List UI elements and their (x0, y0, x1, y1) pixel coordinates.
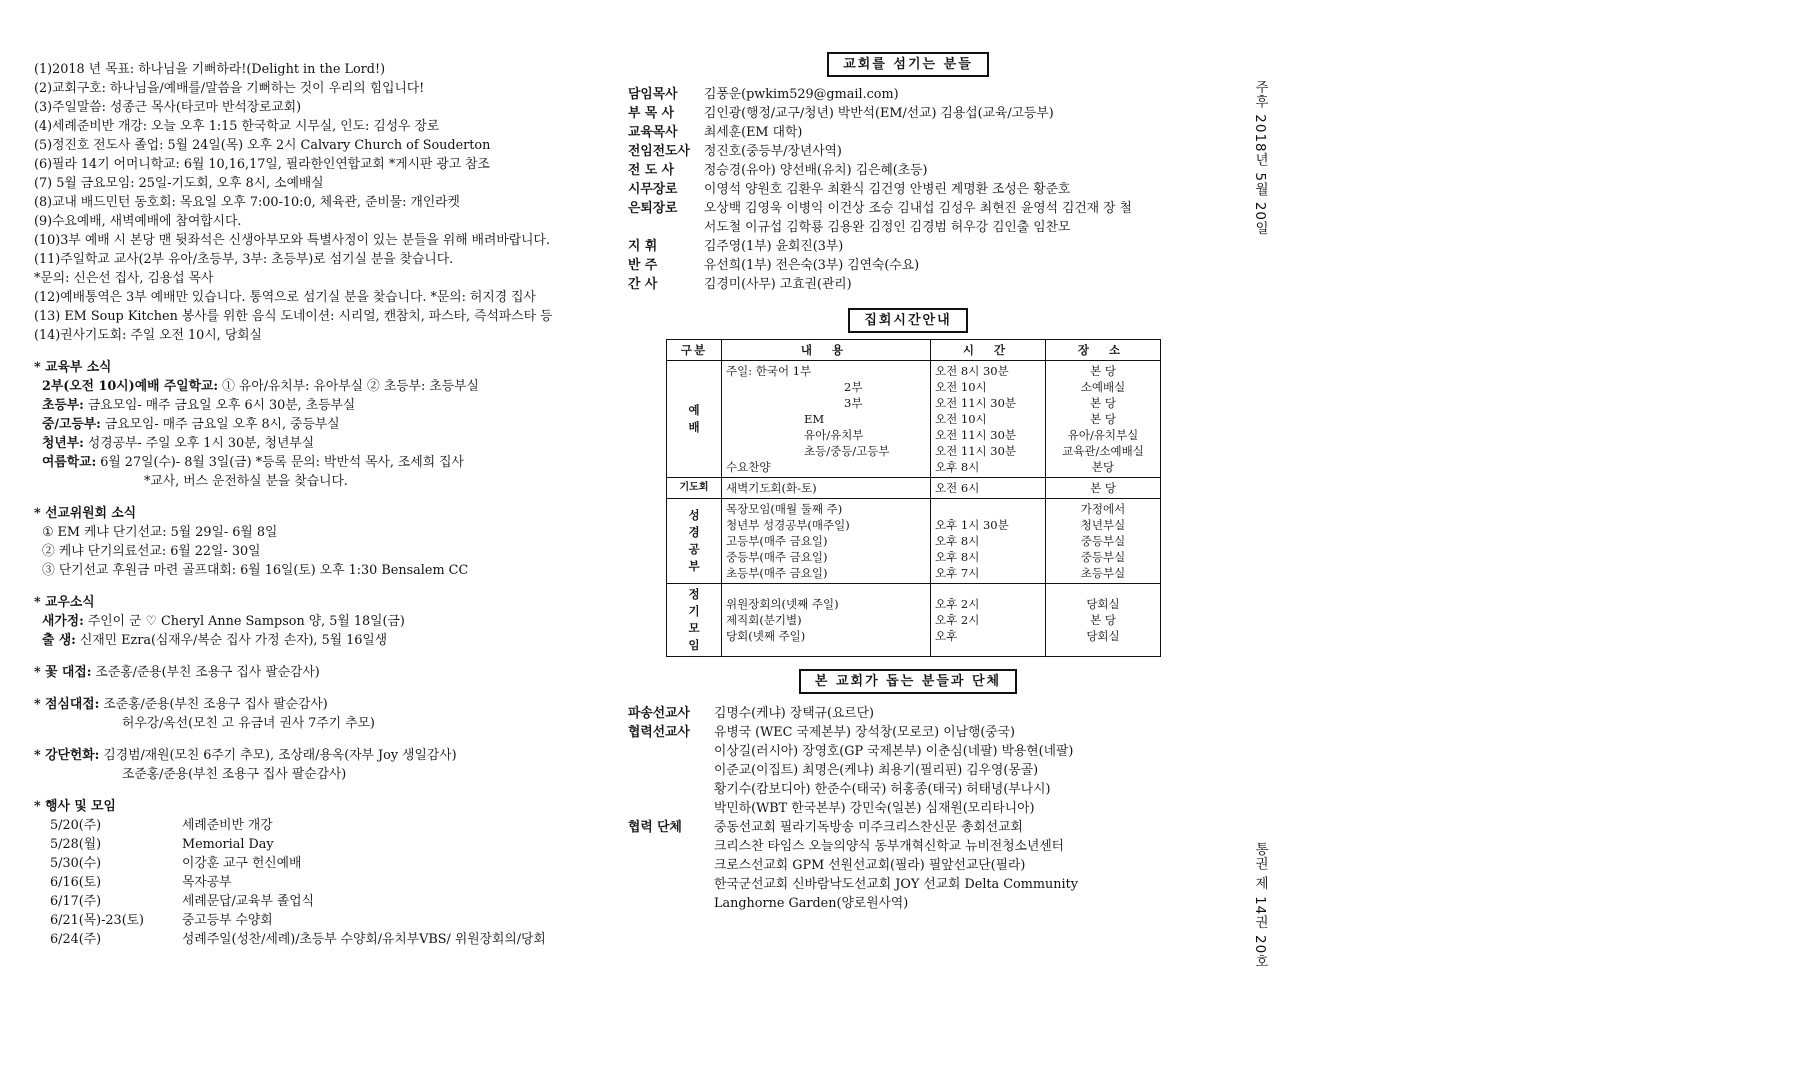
servants-title: 교회를 섬기는 분들 (827, 52, 989, 77)
schedule-table (666, 339, 1161, 657)
staff-row (628, 180, 1188, 199)
event-date: 5/30(수) (50, 856, 102, 871)
event-name: 성례주일(성찬/세례)/초등부 수양회/유치부VBS/ 위원장회의/당회 (182, 932, 546, 947)
schedule-header: 장 소 (1046, 340, 1161, 361)
schedule-content: 위원장회의(넷째 주일) (726, 597, 839, 611)
staff-names: 정진호(중등부/장년사역) (704, 144, 842, 159)
education-line (34, 396, 594, 415)
members-label: 출 생: (42, 633, 76, 648)
flowers-line (34, 663, 594, 682)
education-line (34, 453, 594, 472)
schedule-content: 제직회(분기별) (726, 613, 802, 627)
announcement-item: (8)교내 배드민턴 동호회: 목요일 오후 7:00-10:0, 체육관, 준비물: 개인라켓 (34, 195, 460, 210)
schedule-place: 유아/유치부실 (1067, 428, 1139, 442)
event-name: Memorial Day (182, 837, 274, 852)
staff-role: 담임목사 (628, 87, 678, 102)
schedule-content: 주일: 한국어 1부 (726, 364, 812, 378)
staff-row (628, 123, 1188, 142)
staff-role: 반 주 (628, 258, 658, 273)
announcement-item: (10)3부 예배 시 본당 맨 뒷좌석은 신생아부모와 특별사정이 있는 분들을 위해 배려바랍니다. (34, 233, 550, 248)
announcement-list (34, 60, 594, 345)
schedule-content: 2부 (844, 380, 863, 394)
schedule-place: 교육관/소예배실 (1062, 444, 1144, 458)
events-section (34, 797, 594, 949)
lunch-text: 허우강/옥선(모친 고 유금녀 권사 7주기 추모) (122, 716, 375, 731)
staff-row (628, 275, 1188, 294)
schedule-content: EM (804, 412, 825, 426)
announcement-item: (13) EM Soup Kitchen 봉사를 위한 음식 도네이션: 시리얼, 캔참치, 파스타, 즉석파스타 등 (34, 309, 553, 324)
staff-role: 시무장로 (628, 182, 678, 197)
education-label: 중/고등부: (42, 417, 101, 432)
announcement-item: (2)교회구호: 하나님을/예배를/말씀을 기뻐하는 것이 우리의 힘입니다! (34, 81, 425, 96)
schedule-group: 기도회 (667, 478, 722, 499)
education-text: 금요모임- 매주 금요일 오후 6시 30분, 초등부실 (83, 398, 356, 413)
event-date: 5/28(월) (50, 837, 102, 852)
altar-flowers-text: 조준홍/준용(부친 조용구 집사 팔순감사) (122, 767, 347, 782)
lunch-label: * 점심대접: (34, 697, 100, 712)
announcement-item: (7) 5월 금요모임: 25일-기도회, 오후 8시, 소예배실 (34, 176, 324, 191)
staff-names: 이영석 양원호 김환우 최환식 김건영 안병린 계명환 조성은 황준호 (704, 182, 1071, 197)
schedule-place: 본당 (1091, 460, 1115, 474)
event-name: 세례준비반 개강 (182, 818, 273, 833)
education-label: 2부(오전 10시)예배 주일학교: (42, 379, 219, 394)
event-row (34, 835, 594, 854)
schedule-time: 오후 1시 30분 (935, 518, 1009, 532)
mission-role: 협력 단체 (628, 820, 682, 835)
schedule-time: 오전 8시 30분 (935, 364, 1009, 378)
staff-role: 전 도 사 (628, 163, 674, 178)
schedule-content: 초등부(매주 금요일) (726, 566, 828, 580)
staff-names: 김풍운(pwkim529@gmail.com) (704, 87, 899, 102)
schedule-time: 오후 2시 (935, 613, 980, 627)
staff-row (628, 218, 1188, 237)
education-text: 성경공부- 주일 오후 1시 30분, 청년부실 (83, 436, 315, 451)
schedule-time: 오후 7시 (935, 566, 980, 580)
staff-row (628, 256, 1188, 275)
schedule-time: 오후 (935, 629, 958, 643)
event-row (34, 873, 594, 892)
bible-study-row (667, 499, 1161, 584)
mission-row (628, 894, 1188, 913)
schedule-time: 오후 8시 (935, 460, 980, 474)
schedule-header: 시 간 (931, 340, 1046, 361)
schedule-place: 당회실 (1086, 629, 1120, 643)
event-row (34, 930, 594, 949)
education-line (34, 415, 594, 434)
schedule-time: 오전 6시 (931, 478, 1046, 499)
missions-committee-section (34, 504, 594, 580)
staff-names: 유선희(1부) 전은숙(3부) 김연숙(수요) (704, 258, 920, 273)
schedule-place: 중등부실 (1080, 534, 1126, 548)
schedule-title: 집회시간안내 (848, 308, 967, 333)
event-name: 세례문답/교육부 졸업식 (182, 894, 314, 909)
mission-names: 한국군선교회 신바람낙도선교회 JOY 선교회 Delta Community (714, 877, 1078, 892)
staff-row (628, 142, 1188, 161)
members-text: 주인이 군 ♡ Cheryl Anne Sampson 양, 5월 18일(금) (83, 614, 405, 629)
mission-role (628, 742, 714, 761)
schedule-time: 오전 11시 30분 (935, 444, 1017, 458)
announcement-item: (1)2018 년 목표: 하나님을 기뻐하라!(Delight in the Lord!) (34, 62, 386, 77)
staff-role: 전임전도사 (628, 144, 690, 159)
schedule-content: 새벽기도회(화-토) (722, 478, 931, 499)
prayer-row (667, 478, 1161, 499)
education-label: 초등부: (42, 398, 84, 413)
schedule-group: 성경공부 (688, 508, 700, 573)
schedule-header: 구분 (667, 340, 722, 361)
altar-flowers-text: 김경범/재원(모친 6주기 추모), 조상래/용옥(자부 Joy 생일감사) (99, 748, 457, 763)
mission-row (628, 799, 1188, 818)
section-heading: * 선교위원회 소식 (34, 506, 137, 521)
staff-row (628, 161, 1188, 180)
education-text: 금요모임- 매주 금요일 오후 8시, 중등부실 (100, 417, 340, 432)
education-note: *교사, 버스 운전하실 분을 찾습니다. (144, 474, 348, 489)
mission-names: 유병국 (WEC 국제본부) 장석창(모로코) 이남행(중국) (714, 725, 1016, 740)
mission-row (628, 875, 1188, 894)
staff-names: 김인광(행정/교구/청년) 박반석(EM/선교) 김용섭(교육/고등부) (704, 106, 1054, 121)
lunch-section (34, 695, 594, 733)
bulletin-volume: 통권 제 14권 20호 (1252, 842, 1268, 969)
announcement-item: (3)주일말씀: 성종근 목사(타코마 반석장로교회) (34, 100, 302, 115)
mission-role (628, 894, 714, 913)
schedule-content: 당회(넷째 주일) (726, 629, 806, 643)
schedule-time: 오후 2시 (935, 597, 980, 611)
education-line (34, 377, 594, 396)
schedule-place: 청년부실 (1080, 518, 1126, 532)
staff-role: 간 사 (628, 277, 658, 292)
education-line (34, 434, 594, 453)
event-name: 이강훈 교구 헌신예배 (182, 856, 302, 871)
church-info-column (628, 52, 1188, 913)
staff-names: 오상백 김영욱 이병익 이건상 조승 김내섭 김성우 최현진 윤영석 김건재 장 철 (704, 201, 1132, 216)
mission-row (628, 780, 1188, 799)
event-row (34, 816, 594, 835)
announcement-item: (9)수요예배, 새벽예배에 참여합시다. (34, 214, 242, 229)
mission-role (628, 837, 714, 856)
announcement-item: (4)세례준비반 개강: 오늘 오후 1:15 한국학교 시무실, 인도: 김성우 장로 (34, 119, 440, 134)
event-name: 목자공부 (182, 875, 232, 890)
bulletin-date: 주후 2018년 5월 20일 (1252, 80, 1268, 236)
schedule-content: 목장모임(매월 둘째 주) (726, 502, 843, 516)
mission-role: 협력선교사 (628, 725, 690, 740)
staff-role: 부 목 사 (628, 106, 674, 121)
members-text: 신재민 Ezra(심재우/복순 집사 가정 손자), 5월 16일생 (75, 633, 388, 648)
schedule-content: 유아/유치부 (804, 428, 864, 442)
education-label: 청년부: (42, 436, 84, 451)
missions-line: ③ 단기선교 후원금 마련 골프대회: 6월 16일(토) 오후 1:30 Bensalem CC (42, 563, 469, 578)
schedule-time: 오전 10시 (935, 412, 987, 426)
missions-line: ② 케냐 단기의료선교: 6월 22일- 30일 (42, 544, 261, 559)
mission-row (628, 761, 1188, 780)
announcement-item: (12)예배통역은 3부 예배만 있습니다. 통역으로 섬기실 분을 찾습니다. *문의: 허지경 집사 (34, 290, 536, 305)
schedule-group: 예배 (688, 403, 700, 434)
schedule-place: 당회실 (1086, 597, 1120, 611)
mission-role (628, 875, 714, 894)
mission-role (628, 799, 714, 818)
staff-role: 교육목사 (628, 125, 678, 140)
mission-row (628, 742, 1188, 761)
staff-row (628, 237, 1188, 256)
mission-role (628, 780, 714, 799)
event-row (34, 911, 594, 930)
mission-row (628, 837, 1188, 856)
staff-names: 서도철 이규섭 김학룡 김용완 김정인 김경범 허우강 김인출 임찬모 (704, 220, 1071, 235)
staff-role: 은퇴장로 (628, 201, 678, 216)
mission-names: 중동선교회 필라기독방송 미주크리스찬신문 총회선교회 (714, 820, 1023, 835)
event-date: 6/24(주) (50, 932, 102, 947)
education-section (34, 358, 594, 491)
staff-names: 정승경(유아) 양선배(유치) 김은혜(초등) (704, 163, 928, 178)
schedule-time: 오후 8시 (935, 534, 980, 548)
schedule-group: 정기모임 (688, 587, 700, 652)
mission-row (628, 818, 1188, 837)
schedule-time: 오전 10시 (935, 380, 987, 394)
mission-names: 김명수(케냐) 장택규(요르단) (714, 706, 875, 721)
event-row (34, 892, 594, 911)
education-label: 여름학교: (42, 455, 97, 470)
staff-role: 지 휘 (628, 239, 658, 254)
schedule-time: 오전 11시 30분 (935, 396, 1017, 410)
announcement-item: (5)정진호 전도사 졸업: 5월 24일(목) 오후 2시 Calvary Church of Souderton (34, 138, 491, 153)
section-heading: * 교육부 소식 (34, 360, 112, 375)
schedule-place: 본 당 (1046, 478, 1161, 499)
announcement-item: (6)필라 14기 어머니학교: 6월 10,16,17일, 필라한인연합교회 *게시판 광고 참조 (34, 157, 490, 172)
schedule-place: 초등부실 (1080, 566, 1126, 580)
schedule-header: 내 용 (722, 340, 931, 361)
mission-role (628, 761, 714, 780)
schedule-place: 본 당 (1090, 412, 1116, 426)
schedule-content: 청년부 성경공부(매주일) (726, 518, 850, 532)
education-text: 6월 27일(수)- 8월 3일(금) *등록 문의: 박반석 목사, 조세희 집사 (96, 455, 464, 470)
section-heading: * 교우소식 (34, 595, 95, 610)
lunch-text: 조준홍/준용(부친 조용구 집사 팔순감사) (99, 697, 328, 712)
worship-row (667, 361, 1161, 478)
mission-row (628, 723, 1188, 742)
announcement-item: *문의: 신은선 집사, 김용섭 목사 (34, 271, 214, 286)
members-line (34, 631, 594, 650)
schedule-time: 오후 8시 (935, 550, 980, 564)
schedule-content: 초등/중등/고등부 (804, 444, 890, 458)
members-news-section (34, 593, 594, 650)
announcement-item: (11)주일학교 교사(2부 유아/초등부, 3부: 초등부)로 섬기실 분을 찾습니다. (34, 252, 454, 267)
flowers-text: 조준홍/준용(부친 조용구 집사 팔순감사) (91, 665, 320, 680)
event-row (34, 854, 594, 873)
meetings-row (667, 584, 1161, 657)
staff-names: 김경미(사무) 고효권(관리) (704, 277, 852, 292)
schedule-place: 본 당 (1090, 364, 1116, 378)
event-date: 5/20(주) (50, 818, 102, 833)
members-line (34, 612, 594, 631)
staff-row (628, 104, 1188, 123)
staff-row (628, 85, 1188, 104)
mission-names: Langhorne Garden(양로원사역) (714, 896, 909, 911)
mission-role (628, 856, 714, 875)
flowers-label: * 꽃 대접: (34, 665, 92, 680)
mission-names: 이상길(러시아) 장영호(GP 국제본부) 이춘심(네팔) 박용현(네팔) (714, 744, 1074, 759)
event-date: 6/16(토) (50, 875, 102, 890)
mission-names: 크리스찬 타임스 오늘의양식 동부개혁신학교 뉴비전청소년센터 (714, 839, 1065, 854)
schedule-place: 소예배실 (1080, 380, 1126, 394)
schedule-place: 본 당 (1090, 396, 1116, 410)
staff-row (628, 199, 1188, 218)
mission-names: 황기수(캄보디아) 한준수(태국) 허홍종(태국) 허태녕(부나시) (714, 782, 1051, 797)
schedule-content: 고등부(매주 금요일) (726, 534, 828, 548)
mission-names: 박민하(WBT 한국본부) 강민숙(일본) 심재원(모리타니아) (714, 801, 1035, 816)
schedule-content: 수요찬양 (726, 460, 771, 474)
missions-line: ① EM 케냐 단기선교: 5월 29일- 6월 8일 (42, 525, 278, 540)
schedule-time (935, 501, 1041, 517)
mission-names: 이준교(이집트) 최명은(케냐) 최용기(필리핀) 김우영(몽골) (714, 763, 1039, 778)
announcement-item: (14)권사기도회: 주일 오전 10시, 당회실 (34, 328, 262, 343)
altar-flowers-label: * 강단헌화: (34, 748, 100, 763)
schedule-content: 3부 (844, 396, 863, 410)
event-date: 6/17(주) (50, 894, 102, 909)
event-name: 중고등부 수양회 (182, 913, 273, 928)
altar-flowers-section (34, 746, 594, 784)
mission-role: 파송선교사 (628, 706, 690, 721)
mission-row (628, 704, 1188, 723)
announcements-column (34, 60, 594, 949)
staff-names: 최세훈(EM 대학) (704, 125, 803, 140)
staff-names: 김주영(1부) 윤회진(3부) (704, 239, 844, 254)
mission-row (628, 856, 1188, 875)
schedule-content: 중등부(매주 금요일) (726, 550, 828, 564)
mission-names: 크로스선교회 GPM 선원선교회(필라) 필앞선교단(필라) (714, 858, 1026, 873)
education-text: ① 유아/유치부: 유아부실 ② 초등부: 초등부실 (218, 379, 479, 394)
missionaries-title: 본 교회가 돕는 분들과 단체 (799, 669, 1017, 694)
section-heading: * 행사 및 모임 (34, 799, 116, 814)
members-label: 새가정: (42, 614, 84, 629)
schedule-place: 가정에서 (1080, 502, 1126, 516)
event-date: 6/21(목)-23(토) (50, 913, 145, 928)
schedule-place: 중등부실 (1080, 550, 1126, 564)
schedule-time: 오전 11시 30분 (935, 428, 1017, 442)
schedule-place: 본 당 (1090, 613, 1116, 627)
